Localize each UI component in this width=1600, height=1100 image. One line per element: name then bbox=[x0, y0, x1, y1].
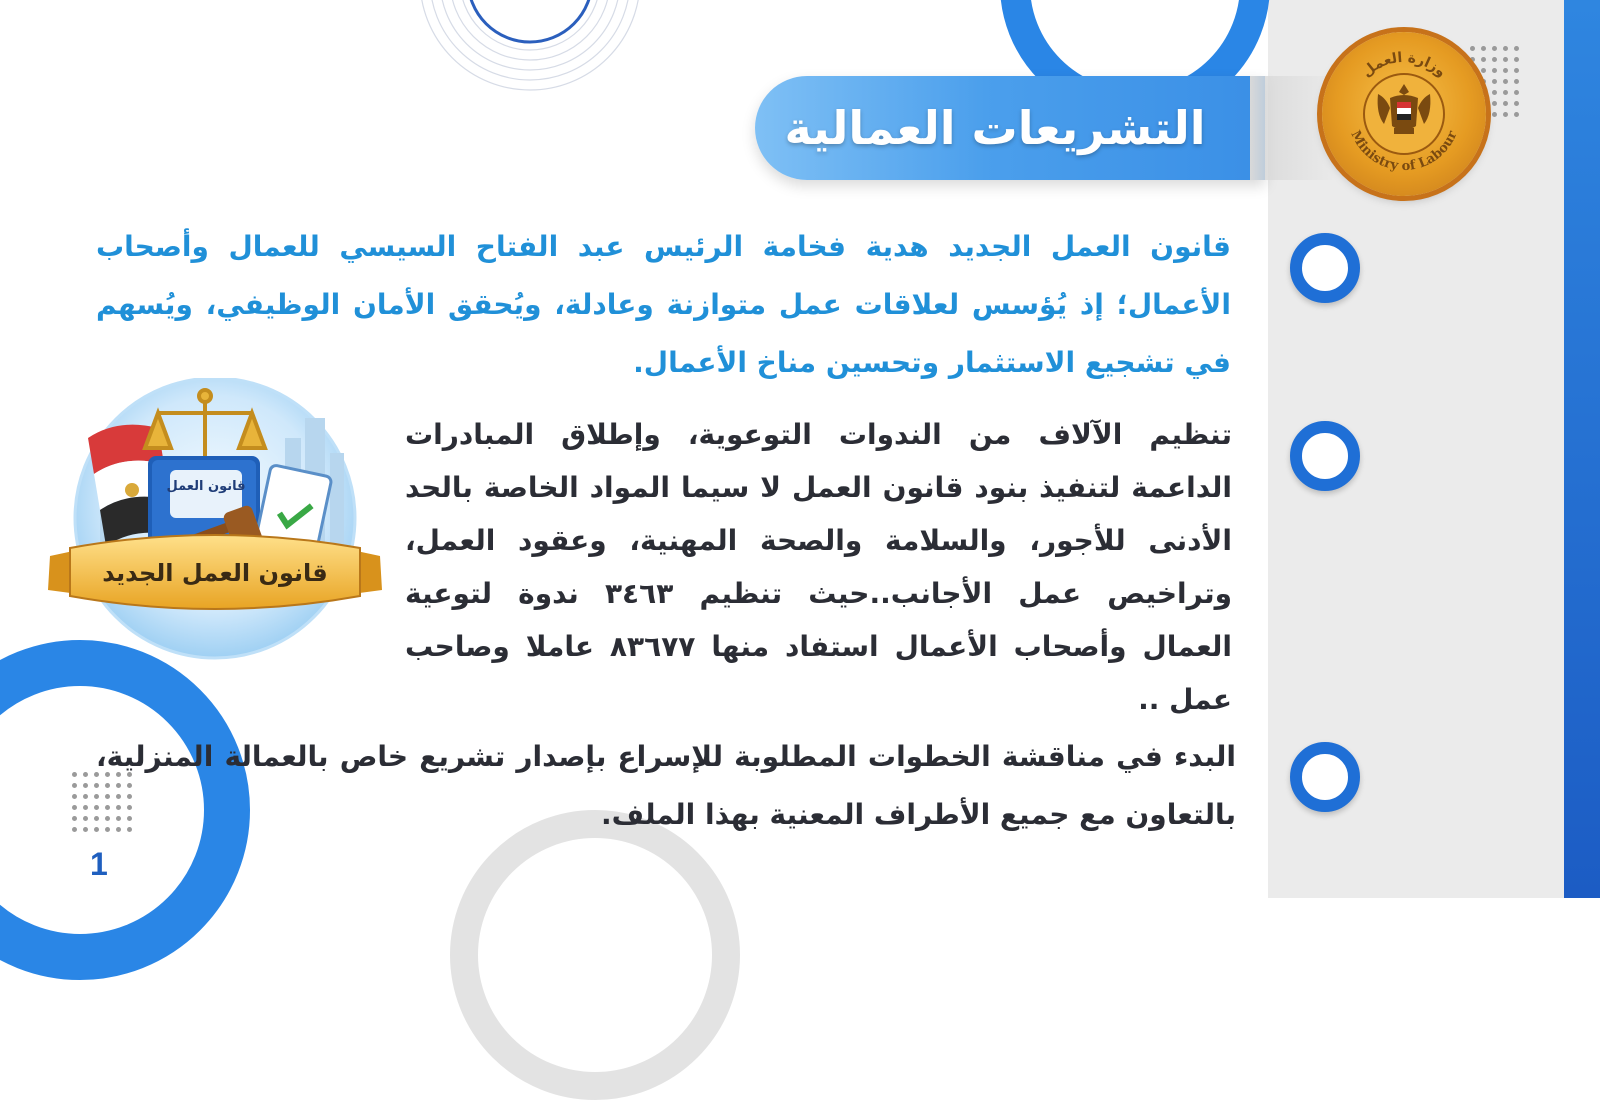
right-blue-edge bbox=[1564, 0, 1600, 898]
paragraph-new-labour-law: قانون العمل الجديد هدية فخامة الرئيس عبد الفتاح السيسي للعمال وأصحاب الأعمال؛ إذ يُؤسس لعلاقات عمل متوازنة وعادلة، ويُحقق الأمان الوظيفي، ويُسهم في تشجيع الاستثمار وتحسين مناخ الأعمال. bbox=[96, 230, 1231, 379]
paragraph-domestic-workers: البدء في مناقشة الخطوات المطلوبة للإسراع بإصدار تشريع خاص بالعمالة المنزلية، بالتعاون مع جميع الأطراف المعنية بهذا الملف. bbox=[96, 740, 1236, 831]
book-label: قانون العمل bbox=[166, 479, 246, 494]
bullet-ring-icon bbox=[1290, 421, 1360, 491]
seal-english-text: Ministry of Labour bbox=[1347, 128, 1461, 175]
ribbon-label: قانون العمل الجديد bbox=[102, 559, 328, 587]
labour-law-illustration bbox=[40, 378, 390, 678]
decorative-rings bbox=[410, 0, 650, 100]
ribbon-banner bbox=[48, 535, 382, 609]
bullet-ring-icon bbox=[1290, 742, 1360, 812]
page-title: التشريعات العمالية bbox=[784, 101, 1206, 155]
seal-arabic-text: وزارة العمل bbox=[1359, 49, 1450, 81]
page-number: 1 bbox=[90, 846, 108, 882]
bullet-ring-icon bbox=[1290, 233, 1360, 303]
ministry-of-labour-logo bbox=[1322, 32, 1486, 196]
decorative-arc-bottom bbox=[450, 810, 740, 1100]
paragraph-awareness-seminars: تنظيم الآلاف من الندوات التوعوية، وإطلاق المبادرات الداعمة لتنفيذ بنود قانون العمل لا سيما المواد الخاصة بالحد الأدنى للأجور، والسلامة والصحة المهنية، وعقود العمل، وتراخيص عمل الأجانب..حيث تنظيم ٣٤٦٣ ندوة لتوعية العمال وأصحاب الأعمال استفاد منها ٨٣٦٧٧ عاملا وصاحب عمل .. bbox=[405, 418, 1232, 716]
